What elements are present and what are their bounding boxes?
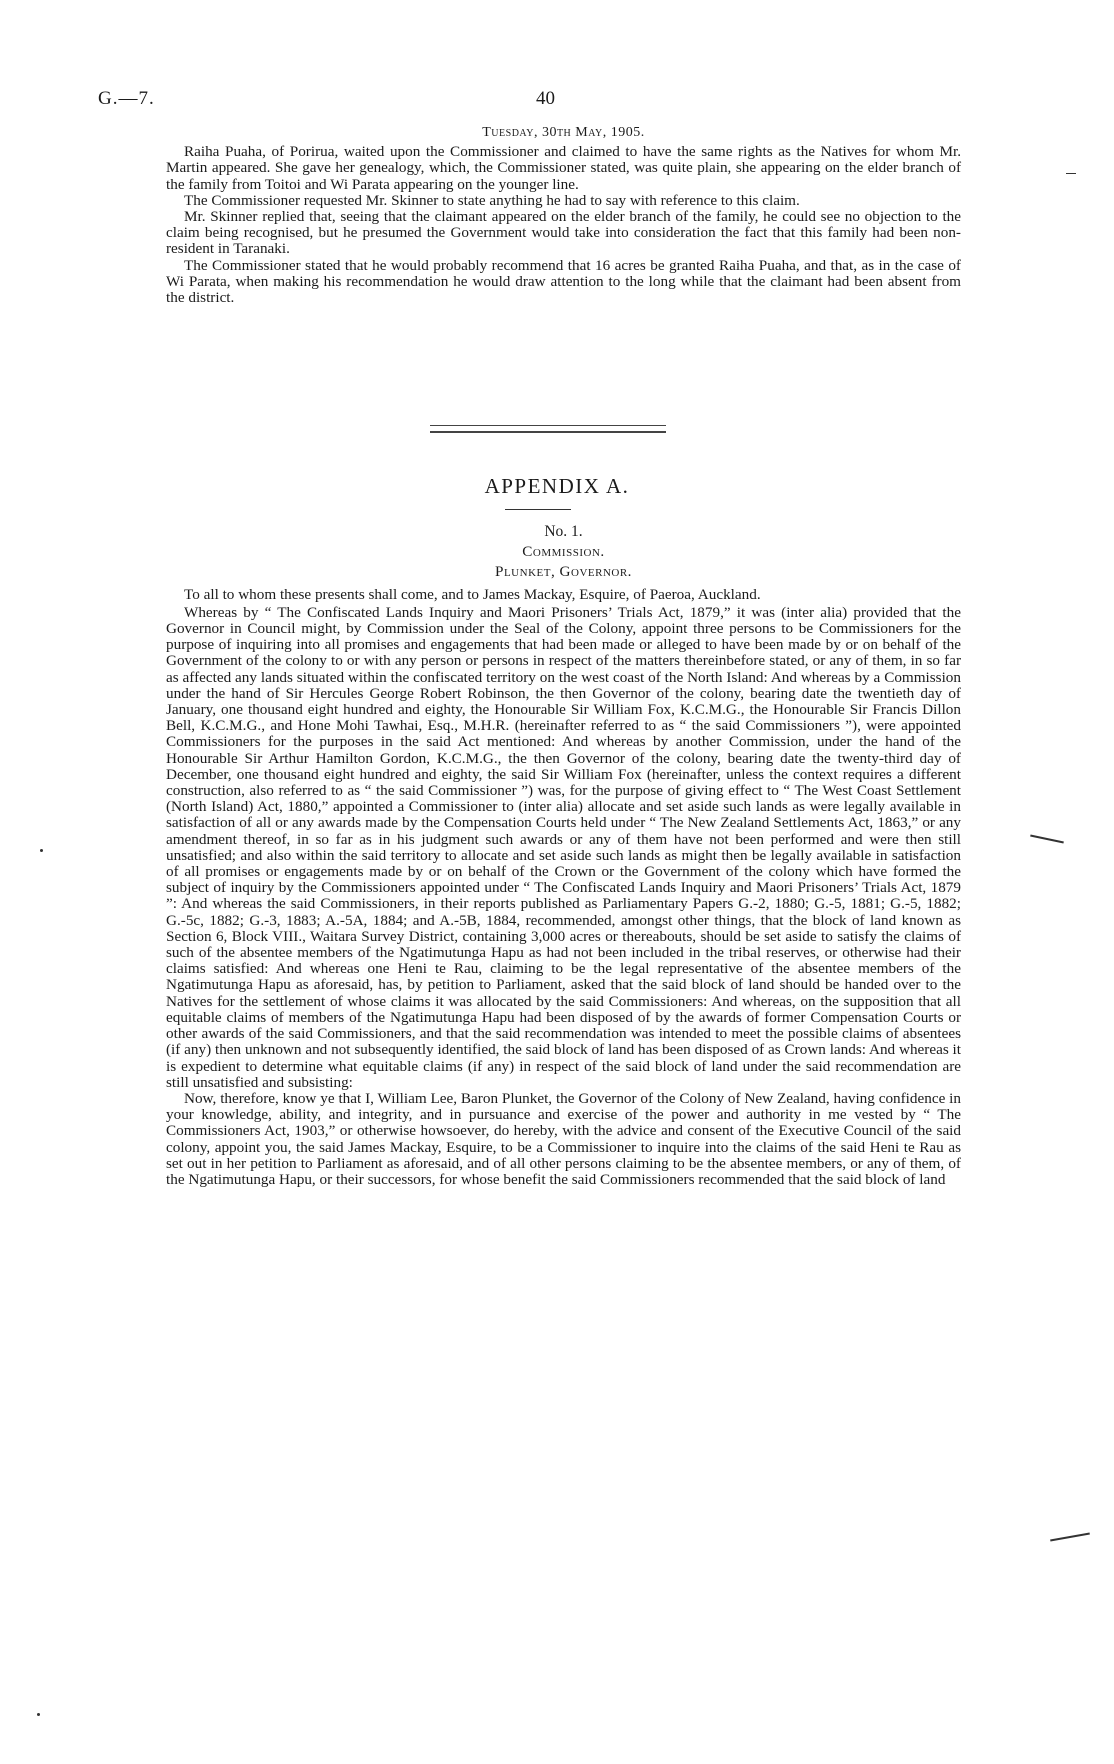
document-code: G.—7.	[98, 88, 155, 109]
margin-mark	[1066, 173, 1076, 174]
margin-mark	[1050, 1533, 1090, 1542]
now-therefore-clause: Now, therefore, know ye that I, William Lee, Baron Plunket, the Governor of the Colony of New Zealand, having confidence in your knowledge, ability, and integrity, and in pursuance and exercise of the power and authority in me vested by “ The Commissioners Act, 1903,” or otherwise howsoever, do hereby, with the advice and consent of the Executive Council of the said colony, appoint you, the said James Mackay, Esquire, to be a Commissioner to inquire into the claims of the said Heni te Rau as set out in her petition to Parliament as aforesaid, and of all other persons claiming to be the absentee members, or any of them, of the Ngatimutunga Hapu, or their successors, for whose benefit the said Commissioners recommended that the said block of land	[166, 1089, 961, 1188]
session-paragraph: The Commissioner requested Mr. Skinner to state anything he had to say with reference to this claim.	[184, 191, 800, 209]
appendix-number: No. 1.	[544, 523, 583, 540]
margin-mark	[1030, 834, 1064, 843]
session-paragraph: The Commissioner stated that he would probably recommend that 16 acres be granted Raiha Puaha, and that, as in the case of Wi Parata, when making his recommendation he would draw attention to the long while that the claimant had been absent from the district.	[166, 256, 961, 307]
margin-dot	[40, 849, 43, 852]
whereas-clause: Whereas by “ The Confiscated Lands Inquiry and Maori Prisoners’ Trials Act, 1879,” it was (inter alia) provided that the Governor in Council might, by Commission under the Seal of the Colony, appoint three persons to be Commissioners for the purpose of inquiring into all promises and engagements that had been made or alleged to have been made by or on behalf of the Government of the colony to or with any person or persons in respect of the matters thereinbefore stated, or any of them, in so far as affected any lands situated within the confiscated territory on the west coast of the North Island: And whereas by a Commission under the hand of Sir Hercules George Robert Robinson, the then Governor of the colony, bearing date the twentieth day of January, one thousand eight hundred and eighty, the Honourable Sir William Fox, K.C.M.G., the Honourable Sir Francis Dillon Bell, K.C.M.G., and Hone Mohi Tawhai, Esq., M.H.R. (hereinafter referred to as “ the said Commissioners ”), were appointed Commissioners for the purposes in the said Act mentioned: And whereas by another Commission, under the hand of the Honourable Sir Arthur Hamilton Gordon, K.C.M.G., the then Governor of the colony, bearing date the twenty-third day of December, one thousand eight hundred and eighty, the said Sir William Fox (hereinafter, unless the context requires a different construction, also referred to as “ the said Commissioner ”) was, for the purpose of giving effect to “ The West Coast Settlement (North Island) Act, 1880,” appointed a Commissioner to (inter alia) allocate and set aside such lands as were legally available in satisfaction of all or any awards made by the Compensation Courts held under “ The New Zealand Settlements Act, 1863,” or any amendment thereof, in so far as in his judgment such awards or any of them have not been performed and were then still unsatisfied; and also within the said territory to allocate and set aside such lands as might then be legally available in satisfaction of all promises or engagements made by or on behalf of the Crown or the Government of the colony which have formed the subject of inquiry by the Commissioners appointed under “ The Confiscated Lands Inquiry and Maori Prisoners’ Trials Act, 1879 ”: And whereas the said Commissioners, in their reports published as Parliamentary Papers G.-2, 1880; G.-5, 1881; G.-5, 1882; G.-5c, 1882; G.-3, 1883; A.-5A, 1884; and A.-5B, 1884, recommended, amongst other things, that the block of land known as Section 6, Block VIII., Waitara Survey District, containing 3,000 acres or thereabouts, should be set aside to satisfy the claims of such of the absentee members of the Ngatimutunga Hapu as had not been included in the tribal reserves, or otherwise had their claims satisfied: And whereas one Heni te Rau, claiming to be the legal representative of the absentee members of the Ngatimutunga Hapu as aforesaid, has, by petition to Parliament, asked that the said block of land should be handed over to the Natives for the settlement of whose claims it was allocated by the said Commissioners: And whereas, on the supposition that all equitable claims of members of the Ngatimutunga Hapu had been disposed of by the awards of former Compensation Courts or other awards of the said Commissioners, and that the said recommendation was intended to meet the possible claims of absentees (if any) then unknown and not subsequently identified, the said block of land has been disposed of as Crown lands: And whereas it is expedient to determine what equitable claims (if any) in respect of the said block of land under the said recommendation are still unsatisfied and subsisting:	[166, 603, 961, 1091]
session-section	[166, 125, 961, 306]
session-date: Tuesday, 30th May, 1905.	[482, 125, 645, 140]
appendix-title: APPENDIX A.	[484, 474, 630, 498]
appendix-body	[166, 524, 961, 1188]
governor-signatory: Plunket, Governor.	[495, 563, 632, 581]
session-paragraph: Raiha Puaha, of Porirua, waited upon the Commissioner and claimed to have the same rights as the Natives for whom Mr. Martin appeared. She gave her genealogy, which, the Commissioner stated, was quite plain, she appearing on the elder branch of the family from Toitoi and Wi Parata appearing on the younger line.	[166, 143, 961, 193]
address-line: To all to whom these presents shall come, and to James Mackay, Esquire, of Paeroa, Auckland.	[184, 585, 761, 603]
commission-heading: Commission.	[522, 543, 605, 561]
title-underline	[505, 509, 571, 510]
page-number: 40	[536, 88, 555, 109]
session-paragraph: Mr. Skinner replied that, seeing that the claimant appeared on the elder branch of the family, he could see no objection to the claim being recognised, but he presumed the Government would take into consideration the fact that this family had been non-resident in Taranaki.	[166, 208, 961, 258]
section-divider	[430, 425, 666, 433]
margin-dot	[37, 1713, 40, 1716]
